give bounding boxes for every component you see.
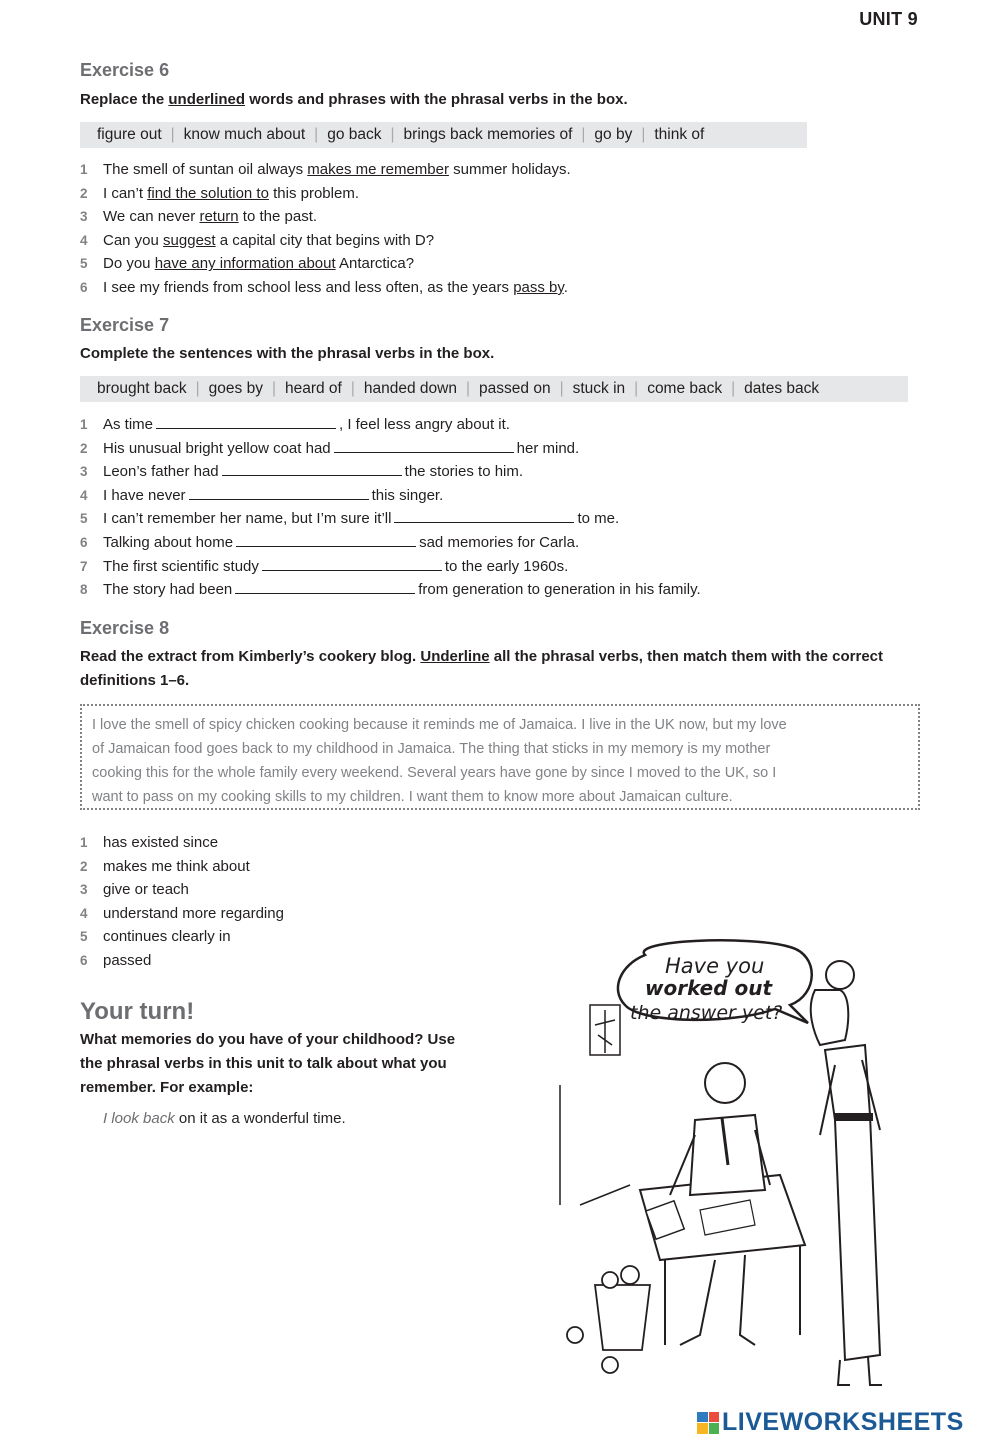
item-number: 1	[80, 417, 88, 432]
item-text: The smell of suntan oil always	[103, 161, 308, 178]
box-word: go by	[594, 126, 633, 143]
answer-blank[interactable]	[156, 414, 336, 429]
your-turn-example: I look back on it as a wonderful time.	[103, 1110, 346, 1127]
your-turn-text: What memories do you have of your childhood? Use the phrasal verbs in this unit to talk about what you remember. For example:	[80, 1031, 456, 1096]
answer-blank[interactable]	[334, 438, 514, 453]
definition-text: has existed since	[103, 834, 219, 851]
speech-text-3: the answer yet?	[630, 1002, 783, 1024]
box-separator: |	[350, 380, 355, 397]
item-text: I see my friends from school less and less often, as the years	[103, 278, 514, 296]
item-text: her mind.	[516, 439, 580, 457]
item-text: to me.	[577, 510, 620, 528]
exercise-6-word-box	[80, 122, 807, 148]
item-text: I can’t remember her name, but I’m sure it’ll	[103, 510, 392, 528]
definition-item	[80, 878, 284, 902]
definition-item	[80, 949, 284, 973]
exercise-6-item	[80, 252, 571, 276]
item-number: 5	[80, 256, 88, 272]
box-word: brings back memories of	[403, 126, 573, 143]
item-text: As time	[103, 416, 154, 433]
item-text: I have never	[103, 486, 186, 504]
speech-text-2: worked out	[645, 976, 773, 1000]
blog-line: of Jamaican food goes back to my childhood in Jamaica. The thing that sticks in my memory is my mother	[92, 741, 771, 757]
definition-item	[80, 855, 284, 879]
box-separator: |	[271, 380, 276, 397]
box-separator: |	[559, 380, 564, 397]
exercise-6-item	[80, 158, 571, 182]
box-separator: |	[314, 126, 319, 143]
definition-text: makes me think about	[103, 857, 250, 875]
exercise-6-item	[80, 182, 571, 206]
item-number: 1	[80, 835, 88, 850]
item-number: 3	[80, 882, 88, 898]
box-word: know much about	[183, 126, 306, 143]
speech-text-1: Have you	[665, 954, 765, 978]
underlined-phrase: return	[199, 208, 239, 226]
definition-text: give or teach	[103, 881, 189, 899]
exercise-6-instructions: Replace the underlined words and phrases with the phrasal verbs in the box.	[80, 91, 628, 108]
box-word: brought back	[97, 380, 187, 397]
underlined-phrase: have any information about	[154, 255, 336, 273]
item-number: 6	[80, 952, 88, 968]
answer-blank[interactable]	[262, 556, 442, 571]
item-text: to the past.	[238, 208, 318, 226]
exercise-7-item	[80, 413, 701, 437]
box-word: heard of	[284, 380, 342, 397]
exercise-6-title: Exercise 6	[80, 60, 170, 80]
exercise-7-item	[80, 555, 701, 579]
exercise-8-definitions	[80, 831, 284, 973]
box-word: dates back	[744, 380, 820, 397]
answer-blank[interactable]	[394, 508, 574, 523]
underlined-phrase: pass by	[513, 278, 564, 296]
box-word: goes by	[208, 380, 263, 397]
item-text: to the early 1960s.	[444, 557, 569, 575]
exercise-8-instructions: Read the extract from Kimberly’s cookery blog. Underline all the phrasal verbs, then match them with the correct definitions 1–6.	[80, 648, 884, 689]
box-word: figure out	[97, 126, 162, 143]
exercise-7-word-box	[80, 376, 908, 402]
exercise-6-item	[80, 205, 571, 229]
item-number: 2	[80, 858, 88, 874]
item-number: 7	[80, 558, 88, 574]
blog-line: want to pass on my cooking skills to my children. I want them to know more about Jamaican culture.	[92, 789, 733, 805]
exercise-8-title: Exercise 8	[80, 618, 170, 638]
item-text: We can never	[103, 208, 200, 226]
box-separator: |	[170, 126, 175, 143]
item-number: 5	[80, 929, 88, 945]
exercise-6-item	[80, 229, 571, 253]
box-word: come back	[647, 380, 723, 397]
definition-item	[80, 831, 284, 855]
item-text: Antarctica?	[335, 255, 415, 273]
item-text: .	[563, 278, 568, 296]
cartoon-illustration	[550, 935, 940, 1390]
item-number: 1	[80, 162, 88, 177]
exercise-7-item	[80, 507, 701, 531]
item-number: 3	[80, 464, 88, 480]
item-text: His unusual bright yellow coat had	[103, 439, 331, 457]
box-word: handed down	[363, 380, 457, 397]
box-word: stuck in	[572, 380, 626, 397]
underlined-phrase: makes me remember	[307, 161, 449, 178]
item-text: I can’t	[103, 184, 148, 202]
definition-text: passed	[103, 951, 152, 969]
blog-line: cooking this for the whole family every weekend. Several years have gone by since I moved to the UK, so I	[92, 765, 777, 781]
item-text: this singer.	[371, 486, 444, 504]
item-text: Talking about home	[103, 533, 234, 551]
exercise-7-instructions: Complete the sentences with the phrasal verbs in the box.	[80, 345, 495, 362]
item-number: 3	[80, 209, 88, 225]
item-number: 4	[80, 905, 88, 921]
box-word: think of	[654, 126, 705, 143]
exercise-7-title: Exercise 7	[80, 315, 170, 335]
box-separator: |	[581, 126, 586, 143]
item-text: , I feel less angry about it.	[339, 416, 510, 433]
exercise-7-item	[80, 578, 701, 602]
item-number: 4	[80, 232, 88, 248]
unit-label: UNIT 9	[859, 9, 918, 29]
desk-drawing	[640, 1175, 805, 1345]
logo-squares-icon	[697, 1412, 719, 1434]
item-text: from generation to generation in his family.	[418, 581, 701, 599]
item-text: the stories to him.	[404, 463, 524, 481]
answer-blank[interactable]	[222, 461, 402, 476]
definition-text: understand more regarding	[103, 904, 284, 922]
box-separator: |	[731, 380, 736, 397]
definition-item	[80, 925, 284, 949]
logo-text: LIVEWORKSHEETS	[722, 1408, 964, 1436]
exercise-6-item	[80, 276, 571, 300]
item-number: 2	[80, 185, 88, 201]
exercise-7-list	[80, 413, 701, 602]
window-drawing	[590, 1005, 620, 1055]
item-text: The story had been	[103, 581, 233, 599]
underlined-phrase: find the solution to	[147, 184, 269, 202]
item-number: 8	[80, 582, 88, 598]
item-number: 6	[80, 534, 88, 550]
exercise-7-item	[80, 484, 701, 508]
item-text: Do you	[103, 255, 155, 273]
item-text: this problem.	[268, 184, 359, 202]
exercise-7-item	[80, 437, 701, 461]
answer-blank[interactable]	[236, 532, 416, 547]
waste-basket-drawing	[567, 1266, 650, 1373]
item-number: 6	[80, 279, 88, 295]
box-word: passed on	[479, 380, 551, 397]
definition-text: continues clearly in	[103, 928, 231, 946]
box-separator: |	[195, 380, 200, 397]
definition-item	[80, 902, 284, 926]
item-text: a capital city that begins with D?	[215, 231, 435, 249]
box-word: go back	[327, 126, 382, 143]
exercise-6-list	[80, 158, 571, 300]
your-turn-title: Your turn!	[80, 998, 195, 1025]
blog-line: I love the smell of spicy chicken cooking because it reminds me of Jamaica. I live in the UK now, but my love	[92, 717, 787, 733]
item-number: 5	[80, 511, 88, 527]
item-text: The first scientific study	[103, 557, 259, 575]
teacher-drawing	[811, 961, 882, 1385]
item-text: sad memories for Carla.	[419, 533, 580, 551]
answer-blank[interactable]	[189, 485, 369, 500]
item-number: 2	[80, 440, 88, 456]
liveworksheets-logo	[697, 1408, 964, 1437]
answer-blank[interactable]	[235, 579, 415, 594]
underlined-phrase: suggest	[163, 231, 216, 249]
item-text: Can you	[103, 231, 164, 249]
box-separator: |	[634, 380, 639, 397]
item-number: 4	[80, 487, 88, 503]
box-separator: |	[641, 126, 646, 143]
item-text: Leon’s father had	[103, 463, 219, 481]
exercise-7-item	[80, 531, 701, 555]
box-separator: |	[390, 126, 395, 143]
exercise-7-item	[80, 460, 701, 484]
blog-extract	[80, 704, 920, 810]
item-text: summer holidays.	[448, 161, 571, 178]
box-separator: |	[466, 380, 471, 397]
